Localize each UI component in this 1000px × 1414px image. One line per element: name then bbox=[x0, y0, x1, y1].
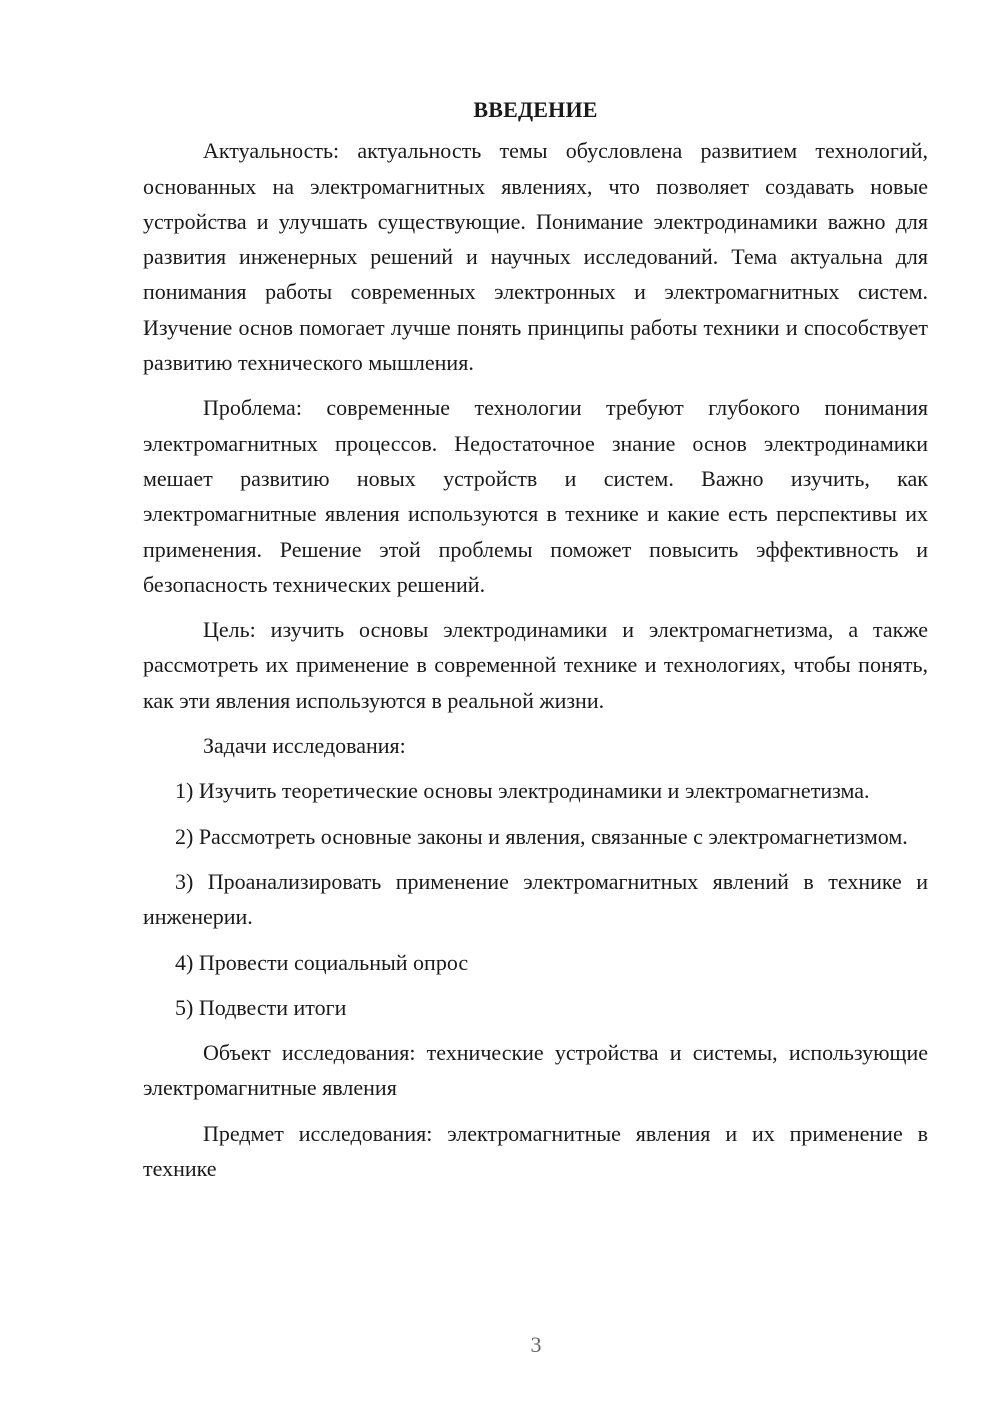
object-paragraph: Объект исследования: технические устройства и системы, использующие электромагнитные явления bbox=[143, 1040, 928, 1101]
subject-paragraph: Предмет исследования: электромагнитные явления и их применение в технике bbox=[143, 1120, 928, 1182]
relevance-paragraph: Актуальность: актуальность темы обусловлена развитием технологий, основанных на электромагнитных явлениях, что позволяет создавать новые устройства и улучшать существующие. Понимание электродинамики важно для развития инженерных решений и научных исследований. Тема актуальна для понимания работы современных электронных и электромагнитных систем. Изучение основ помогает лучше понять принципы работы техники и способствует развитию технического мышления. bbox=[143, 138, 928, 376]
problem-paragraph: Проблема: современные технологии требуют глубокого понимания электромагнитных процессов. Недостаточное знание основ электродинамики мешает развитию новых устройств и систем. Важно изучить, как электромагнитные явления используются в технике и какие есть перспективы их применения. Решение этой проблемы поможет повысить эффективность и безопасность технических решений. bbox=[143, 395, 928, 597]
page-number: 3 bbox=[530, 1332, 542, 1357]
task-item-4: 4) Провести социальный опрос bbox=[175, 949, 469, 975]
task-item-5: 5) Подвести итоги bbox=[175, 994, 347, 1020]
task-item-3: 3) Проанализировать применение электромагнитных явлений в технике и инженерии. bbox=[143, 868, 928, 930]
section-title: ВВЕДЕНИЕ bbox=[473, 97, 598, 122]
document-page bbox=[143, 92, 928, 1196]
goal-paragraph: Цель: изучить основы электродинамики и электромагнетизма, а также рассмотреть их применение в современной технике и технологиях, чтобы понять, как эти явления используются в реальной жизни. bbox=[143, 617, 928, 713]
task-item-1: 1) Изучить теоретические основы электродинамики и электромагнетизма. bbox=[175, 778, 870, 804]
tasks-heading: Задачи исследования: bbox=[203, 733, 406, 759]
task-item-2: 2) Рассмотреть основные законы и явления, связанные с электромагнетизмом. bbox=[175, 823, 908, 849]
